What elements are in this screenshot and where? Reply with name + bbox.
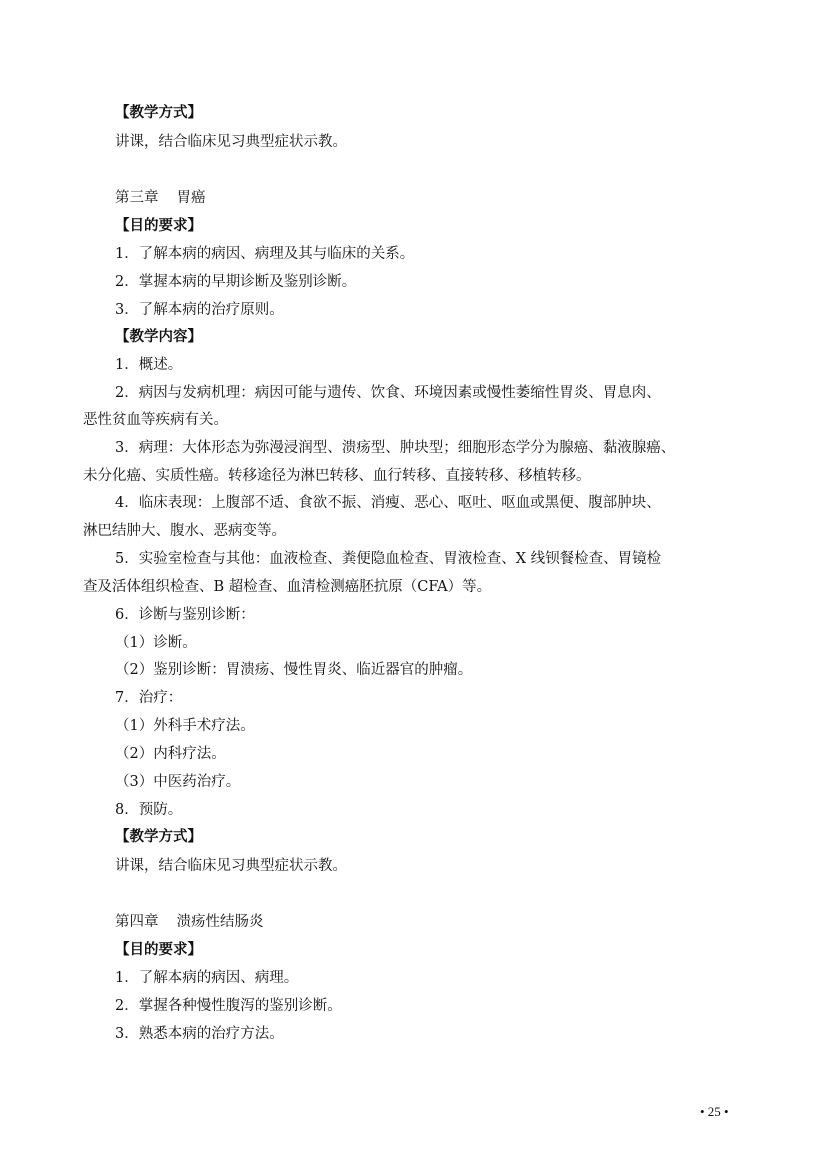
chapter-number: 第三章 [115,190,159,206]
list-item: 1．了解本病的病因、病理及其与临床的关系。 [115,246,415,262]
list-item: 2．掌握本病的早期诊断及鉴别诊断。 [115,274,357,290]
list-item: 1．概述。 [115,357,183,373]
list-item: 4．临床表现：上腹部不适、食欲不振、消瘦、恶心、呕吐、呕血或黑便、腹部肿块、 [115,495,661,511]
list-item: （2）鉴别诊断：胃溃疡、慢性胃炎、临近器官的肿瘤。 [115,662,473,678]
list-item: （1）外科手术疗法。 [115,718,255,734]
list-item: （2）内科疗法。 [115,746,226,762]
paragraph: 讲课，结合临床见习典型症状示教。 [115,134,347,150]
list-item: （3）中医药治疗。 [115,774,241,790]
chapter-heading [115,188,206,208]
chapter-number: 第四章 [115,914,159,930]
section-heading-content: 【教学内容】 [115,329,202,345]
list-item: 6．诊断与鉴别诊断： [115,607,255,623]
list-item: 8．预防。 [115,802,183,818]
list-item-continuation: 未分化癌、实质性癌。转移途径为淋巴转移、血行转移、直接转移、移植转移。 [83,468,591,484]
list-item: 1．了解本病的病因、病理。 [115,970,299,986]
section-heading-teaching-method: 【教学方式】 [115,829,202,845]
section-heading-teaching-method: 【教学方式】 [115,105,202,121]
list-item: 7．治疗： [115,690,183,706]
section-heading-objectives: 【目的要求】 [115,942,202,958]
list-item: 5．实验室检查与其他：血液检查、粪便隐血检查、胃液检查、X 线钡餐检查、胃镜检 [115,551,662,567]
chapter-heading [115,912,264,932]
list-item-continuation: 恶性贫血等疾病有关。 [83,412,228,428]
list-item: 3．了解本病的治疗原则。 [115,302,284,318]
list-item-continuation: 查及活体组织检查、B 超检查、血清检测癌胚抗原（CFA）等。 [83,579,492,595]
section-heading-objectives: 【目的要求】 [115,218,202,234]
list-item: 2．掌握各种慢性腹泻的鉴别诊断。 [115,998,342,1014]
list-item: （1）诊断。 [115,635,197,651]
list-item-continuation: 淋巴结肿大、腹水、恶病变等。 [83,523,286,539]
paragraph: 讲课，结合临床见习典型症状示教。 [115,858,347,874]
chapter-title: 胃癌 [176,190,206,206]
list-item: 3．熟悉本病的治疗方法。 [115,1026,284,1042]
chapter-title: 溃疡性结肠炎 [176,914,264,930]
page-number: • 25 • [700,1104,729,1119]
list-item: 3．病理：大体形态为弥漫浸润型、溃疡型、肿块型；细胞形态学分为腺癌、黏液腺癌、 [115,440,676,456]
list-item: 2．病因与发病机理：病因可能与遗传、饮食、环境因素或慢性萎缩性胃炎、胃息肉、 [115,385,661,401]
